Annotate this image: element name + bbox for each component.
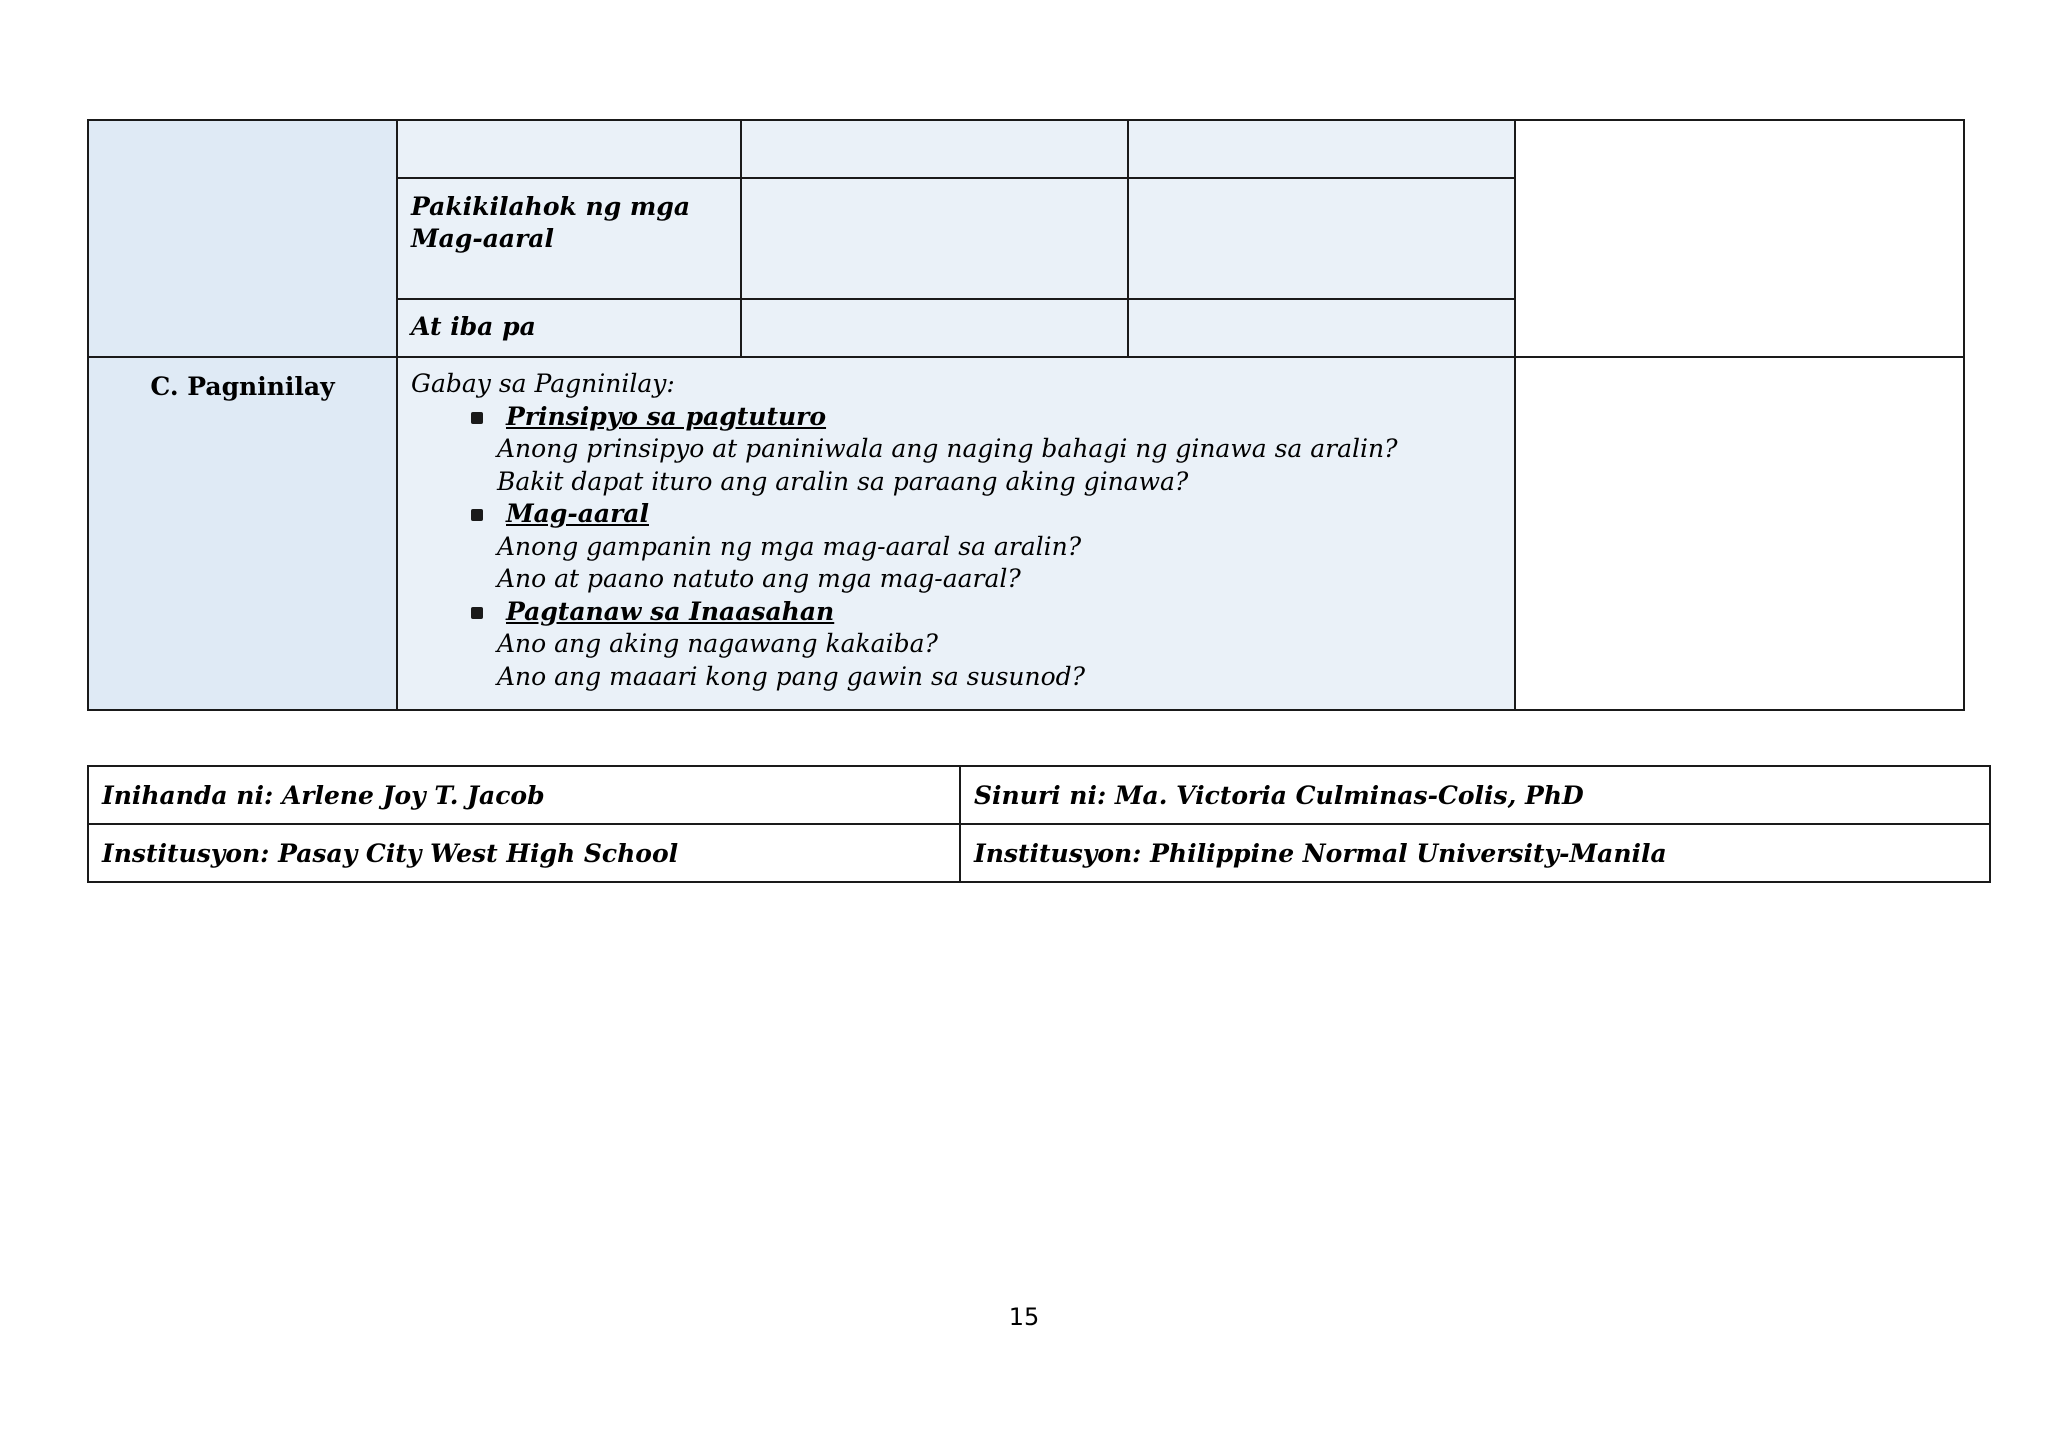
section-label: C. Pagninilay [150, 372, 335, 401]
bullet-heading-text: Mag-aaral [506, 499, 649, 528]
reflection-row [88, 357, 1964, 710]
prepared-by: Inihanda ni: Arlene Joy T. Jacob [88, 766, 960, 824]
row-label-cell [397, 120, 741, 178]
guide-question: Ano ang aking nagawang kakaiba? [497, 629, 938, 658]
guide-question: Ano at paano natuto ang mga mag-aaral? [497, 564, 1021, 593]
notes-cell [1515, 120, 1964, 357]
square-bullet-icon [471, 607, 483, 619]
bullet-heading [411, 596, 1501, 629]
row-label [398, 121, 740, 145]
row-label: Pakikilahok ng mga Mag-aaral [411, 192, 691, 253]
section-label-cell [88, 357, 397, 710]
table-cell [1128, 178, 1515, 299]
guide-question: Anong gampanin ng mga mag-aaral sa aralin? [497, 531, 1082, 561]
square-bullet-icon [471, 412, 483, 424]
square-bullet-icon [471, 509, 483, 521]
table-row [88, 120, 1964, 178]
table-row [88, 824, 1990, 882]
table-cell [741, 178, 1128, 299]
notes-cell [1515, 357, 1964, 710]
guide-question: Bakit dapat ituro ang aralin sa paraang aking ginawa? [497, 466, 1189, 496]
reviewed-by: Sinuri ni: Ma. Victoria Culminas-Colis, PhD [960, 766, 1990, 824]
signature-table [87, 765, 1991, 883]
row-label-cell [397, 178, 741, 299]
table-cell [1128, 120, 1515, 178]
guide-question: Anong prinsipyo at paniniwala ang naging bahagi ng ginawa sa aralin? [497, 434, 1398, 463]
row-label-cell [397, 299, 741, 357]
row-label: At iba pa [411, 312, 536, 341]
bullet-heading [411, 401, 1501, 434]
lesson-plan-table [87, 119, 1965, 711]
reflection-guide [398, 358, 1514, 693]
table-cell [1128, 299, 1515, 357]
table-row [88, 766, 1990, 824]
guide-title: Gabay sa Pagninilay: [411, 369, 675, 398]
page-number: 15 [1008, 1303, 1040, 1331]
guide-question: Ano ang maaari kong pang gawin sa susunod? [497, 661, 1086, 691]
bullet-heading-text: Prinsipyo sa pagtuturo [506, 401, 827, 431]
institution-right: Institusyon: Philippine Normal University-Manila [960, 824, 1990, 882]
table-cell [741, 299, 1128, 357]
institution-left: Institusyon: Pasay City West High School [88, 824, 960, 882]
bullet-heading-text: Pagtanaw sa Inaasahan [506, 596, 835, 626]
empty-label-cell [88, 120, 397, 357]
table-cell [741, 120, 1128, 178]
bullet-heading [411, 498, 1501, 531]
reflection-guide-cell [397, 357, 1515, 710]
